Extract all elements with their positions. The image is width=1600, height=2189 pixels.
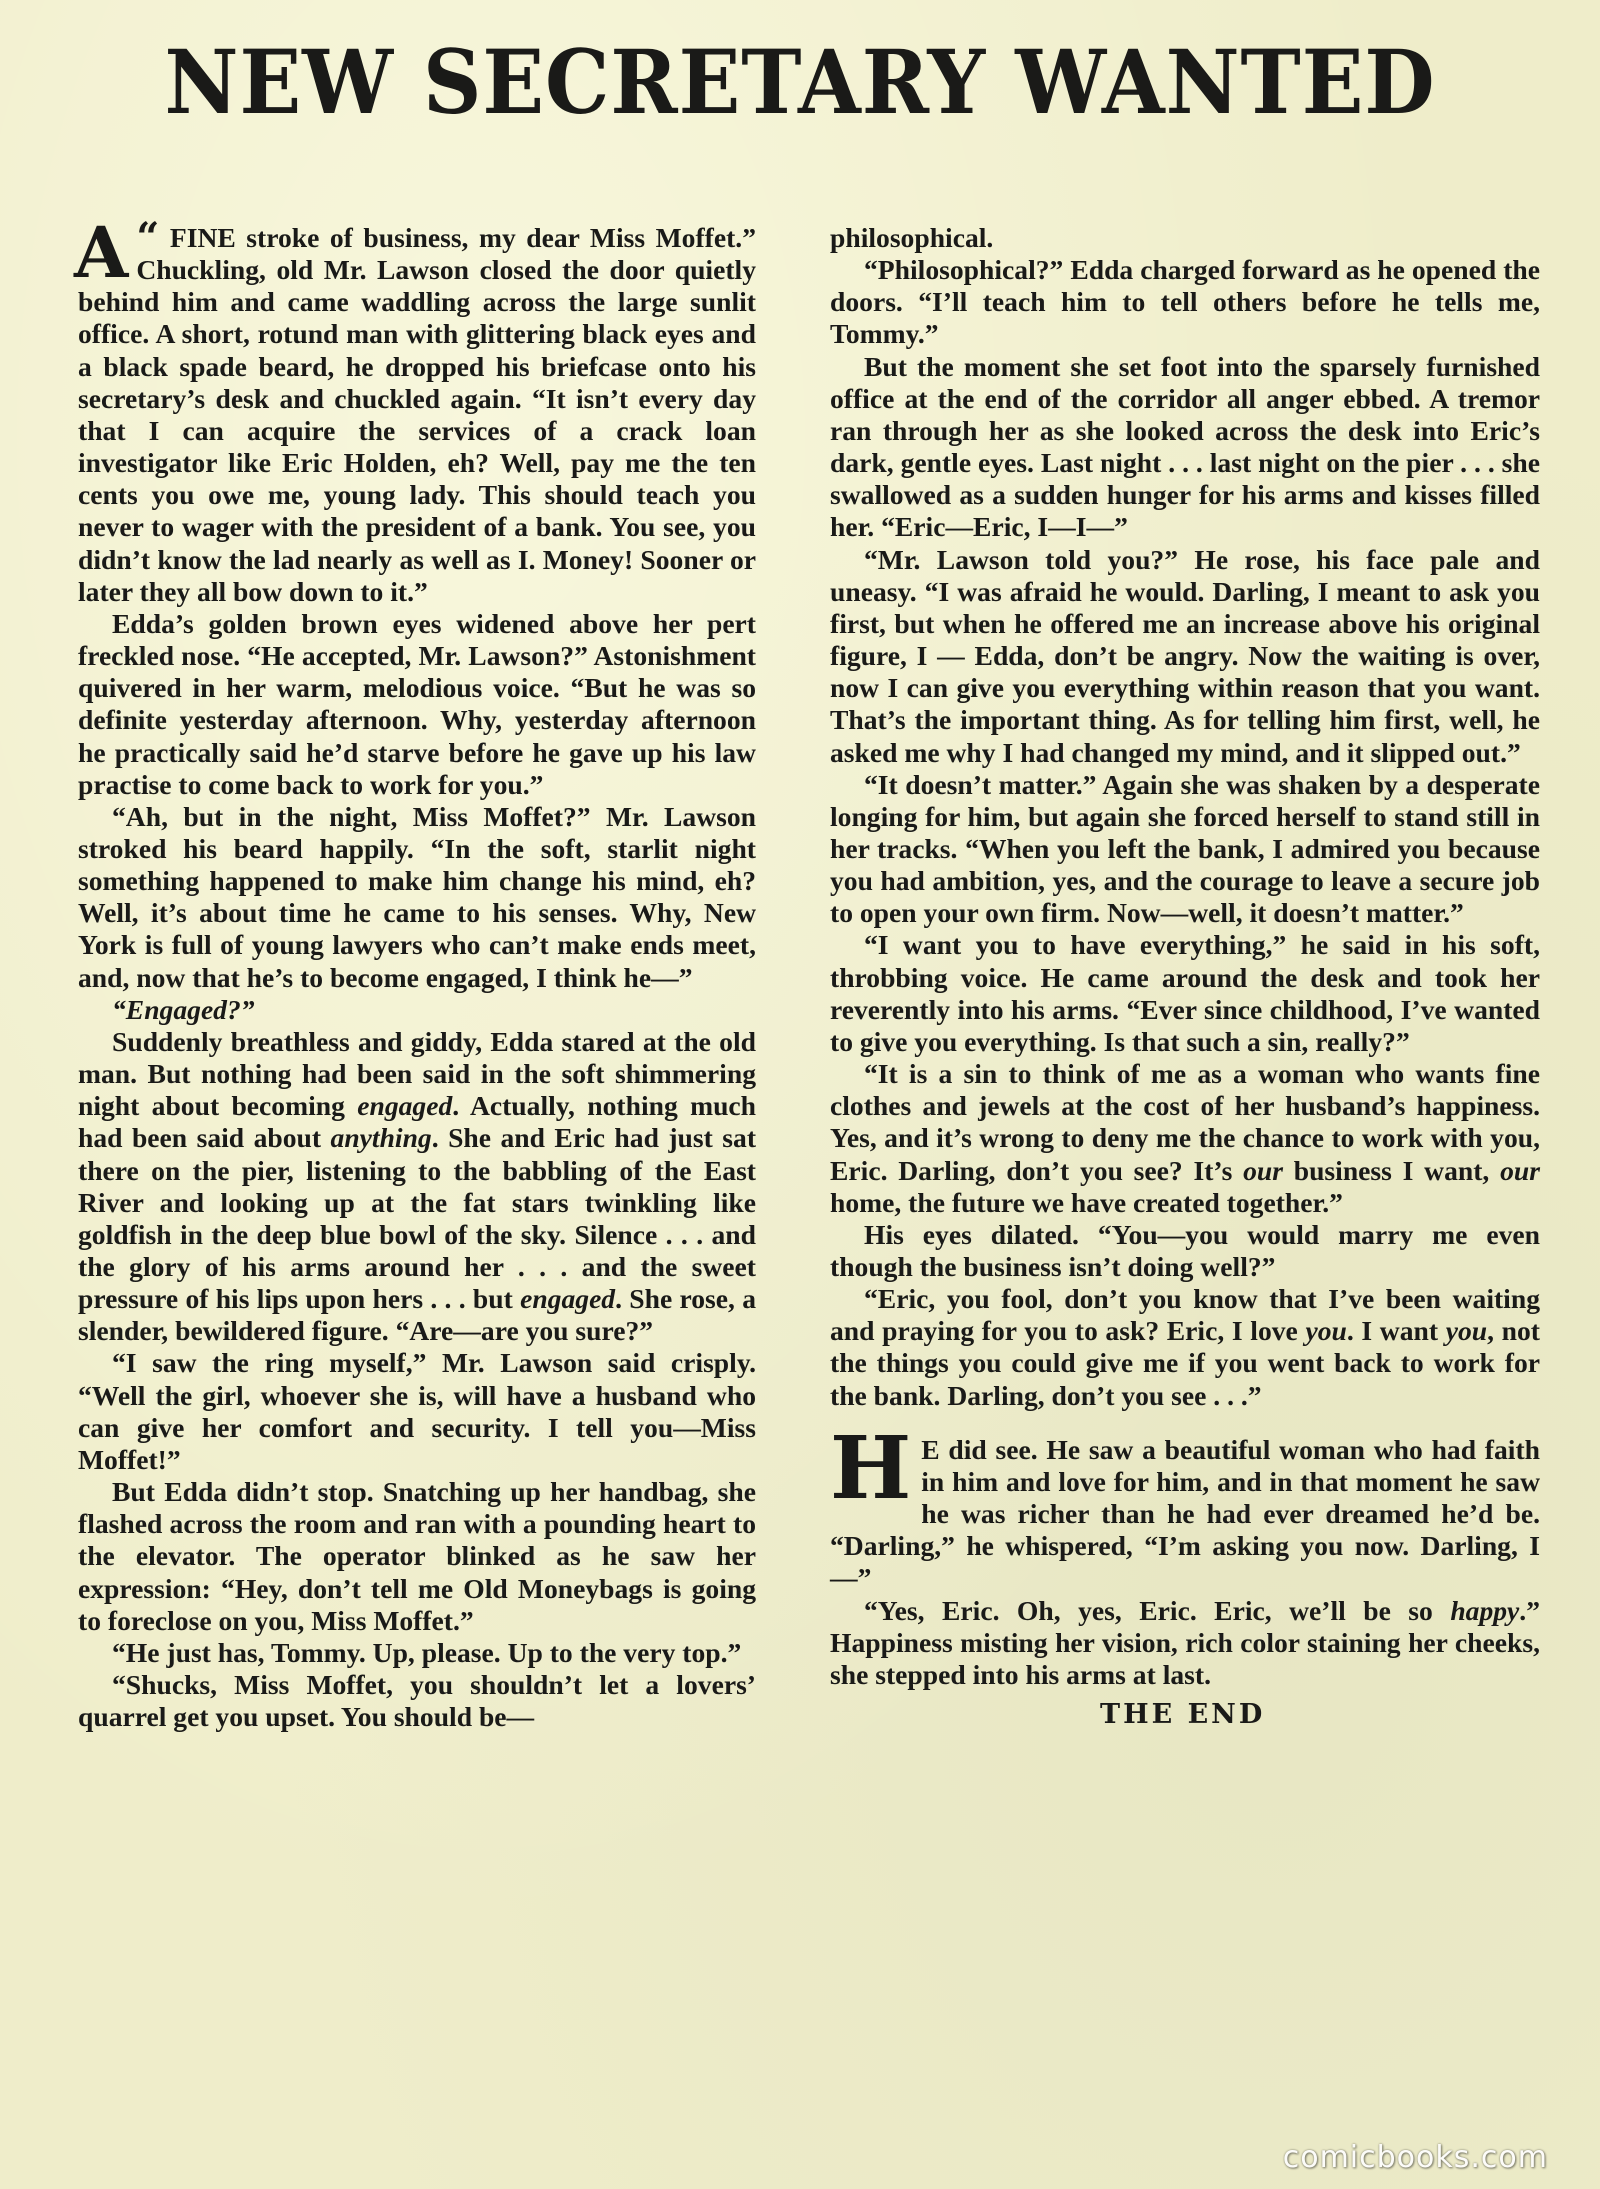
paragraph-text: E did see. He saw a beautiful woman who had faith in him and love for him, and in that moment he saw he was richer than he had ever dreamed he’d be. “Darling,” he whispered, “I’m asking you now. Darling, I—” — [830, 1433, 1540, 1594]
paragraph: “Ah, but in the night, Miss Moffet?” Mr. Lawson stroked his beard happily. “In the soft, starlit night something happened to make him change his mind, eh? Well, it’s about time he came to his senses. Why, New York is full of young lawyers who can’t make ends meet, and, now that he’s to become engaged, I think he—” — [78, 800, 756, 993]
paragraph — [830, 1417, 1540, 1595]
right-column — [830, 222, 1540, 1731]
paragraph-text: . Actually, nothing much had been said about — [78, 1090, 757, 1154]
left-column — [74, 211, 757, 1733]
emphasis: you — [1445, 1315, 1488, 1347]
paragraph-text: . She rose, a slender, bewildered figure. “Are—are you sure?” — [78, 1283, 757, 1347]
opening-quote-mark: “ — [136, 214, 160, 261]
paragraph: “He just has, Tommy. Up, please. Up to the very top.” — [112, 1636, 742, 1668]
paragraph: But the moment she set foot into the sparsely furnished office at the end of the corridor all anger ebbed. A tremor ran through her as she looked across the desk into Eric’s dark, gentle eyes. Last night . . . last night on the pier . . . she swallowed as a sudden hunger for his arms and kisses filled her. “Eric—Eric, I—I—” — [830, 350, 1540, 543]
emphasis: our — [1500, 1154, 1540, 1186]
paragraph: “Shucks, Miss Moffet, you shouldn’t let a lovers’ quarrel get you upset. You should be— — [78, 1669, 756, 1733]
paragraph — [830, 1595, 1540, 1691]
paragraph — [78, 1026, 756, 1348]
paragraph — [74, 211, 756, 608]
emphasis: engaged — [520, 1283, 616, 1315]
paragraph: “Philosophical?” Edda charged forward as he opened the doors. “I’ll teach him to tell others before he tells me, Tommy.” — [830, 254, 1540, 350]
paragraph-text: home, the future we have created together.” — [830, 1186, 1343, 1218]
paragraph: “I saw the ring myself,” Mr. Lawson said crisply. “Well the girl, whoever she is, will have a husband who can give her comfort and security. I tell you—Miss Moffet!” — [78, 1347, 756, 1475]
paragraph-text: . I want — [1346, 1315, 1446, 1347]
paragraph: philosophical. — [830, 222, 994, 253]
paragraph: Edda’s golden brown eyes widened above her pert freckled nose. “He accepted, Mr. Lawson?” Astonishment quivered in her warm, melodious voice. “But he was so definite yesterday afternoon. Why, yesterday afternoon he practically said he’d starve before he gave up his law practise to come back to work for you.” — [78, 607, 756, 800]
emphasis: happy — [1450, 1594, 1520, 1626]
watermark: comicbooks.com — [1282, 2140, 1548, 2175]
drop-cap-letter: A — [74, 211, 129, 294]
emphasis: engaged — [357, 1090, 453, 1122]
story-title: NEW SECRETARY WANTED — [164, 30, 1436, 134]
paragraph: His eyes dilated. “You—you would marry me even though the business isn’t doing well?” — [830, 1218, 1540, 1282]
paragraph: “I want you to have everything,” he said in his soft, throbbing voice. He came around the desk and took her reverently into his arms. “Ever since childhood, I’ve wanted to give you everything. Is that such a sin, really?” — [830, 929, 1540, 1057]
paragraph-text: Suddenly breathless and giddy, Edda stared at the old man. But nothing had been said in the soft shimmering night about becoming — [78, 1025, 756, 1122]
paragraph-text: .” Happiness misting her vision, rich color staining her cheeks, she stepped into his arms at last. — [830, 1594, 1540, 1690]
paragraph-text: “It is a sin to think of me as a woman who wants fine clothes and jewels at the cost of her husband’s happiness. Yes, and it’s wrong to deny me the chance to work with you, Eric. Darling, don’t you see? It’s — [830, 1058, 1540, 1186]
section-gap — [830, 1412, 1540, 1434]
drop-cap-letter: H — [830, 1417, 912, 1519]
paragraph-text: business I want, — [1282, 1154, 1501, 1186]
paragraph — [830, 1058, 1540, 1219]
paragraph-text: FINE stroke of business, my dear Miss Moffet.” Chuckling, old Mr. Lawson closed the door quietly behind him and came waddling across the large sunlit office. A short, rotund man with glittering black eyes and a black spade beard, he dropped his briefcase onto his secretary’s desk and chuckled again. “It isn’t every day that I can acquire the services of a crack loan investigator like Eric Holden, eh? Well, pay me the ten cents you owe me, young lady. This should teach you never to wager with the president of a bank. You see, you didn’t know the lad nearly as well as I. Money! Sooner or later they all bow down to it.” — [78, 222, 756, 607]
paragraph-text: . She and Eric had just sat there on the pier, listening to the babbling of the East River and looking up at the fat stars twinkling like goldfish in the deep blue bowl of the sky. Silence . . . and the glory of his arms around her . . . and the sweet pressure of his lips upon hers . . . but — [78, 1122, 757, 1315]
paragraph: “Mr. Lawson told you?” He rose, his face pale and uneasy. “I was afraid he would. Darling, I meant to ask you first, but when he offered me an increase above his original figure, I — Edda, don’t be angry. Now the waiting is over, now I can give you everything within reason that you want. That’s the important thing. As for telling him first, well, he asked me why I had changed my mind, and it slipped out.” — [830, 543, 1540, 768]
emphasis: you — [1305, 1315, 1347, 1347]
emphasis: our — [1243, 1154, 1283, 1186]
paragraph — [78, 994, 756, 1026]
paragraph: “It doesn’t matter.” Again she was shaken by a desperate longing for him, but again she forced herself to stand still in her tracks. “When you left the bank, I admired you because you had ambition, yes, and the courage to leave a secure job to open your own firm. Now—well, it doesn’t matter.” — [830, 768, 1540, 929]
paragraph-text: “Engaged?” — [112, 993, 255, 1025]
paragraph — [830, 1283, 1540, 1412]
paragraph-text: “Yes, Eric. Oh, yes, Eric. Eric, we’ll be so — [864, 1594, 1451, 1626]
paragraph: But Edda didn’t stop. Snatching up her handbag, she flashed across the room and ran with a pounding heart to the elevator. The operator blinked as he saw her expression: “Hey, don’t tell me Old Moneybags is going to foreclose on you, Miss Moffet.” — [78, 1476, 756, 1636]
paragraph-text: “Eric, you fool, don’t you know that I’ve been waiting and praying for you to ask? Eric, I love — [830, 1283, 1540, 1347]
emphasis: anything — [330, 1122, 432, 1154]
the-end-label: THE END — [1100, 1699, 1266, 1731]
paragraph-text: , not the things you could give me if you went back to work for the bank. Darling, don’t you see . . .” — [830, 1315, 1540, 1411]
